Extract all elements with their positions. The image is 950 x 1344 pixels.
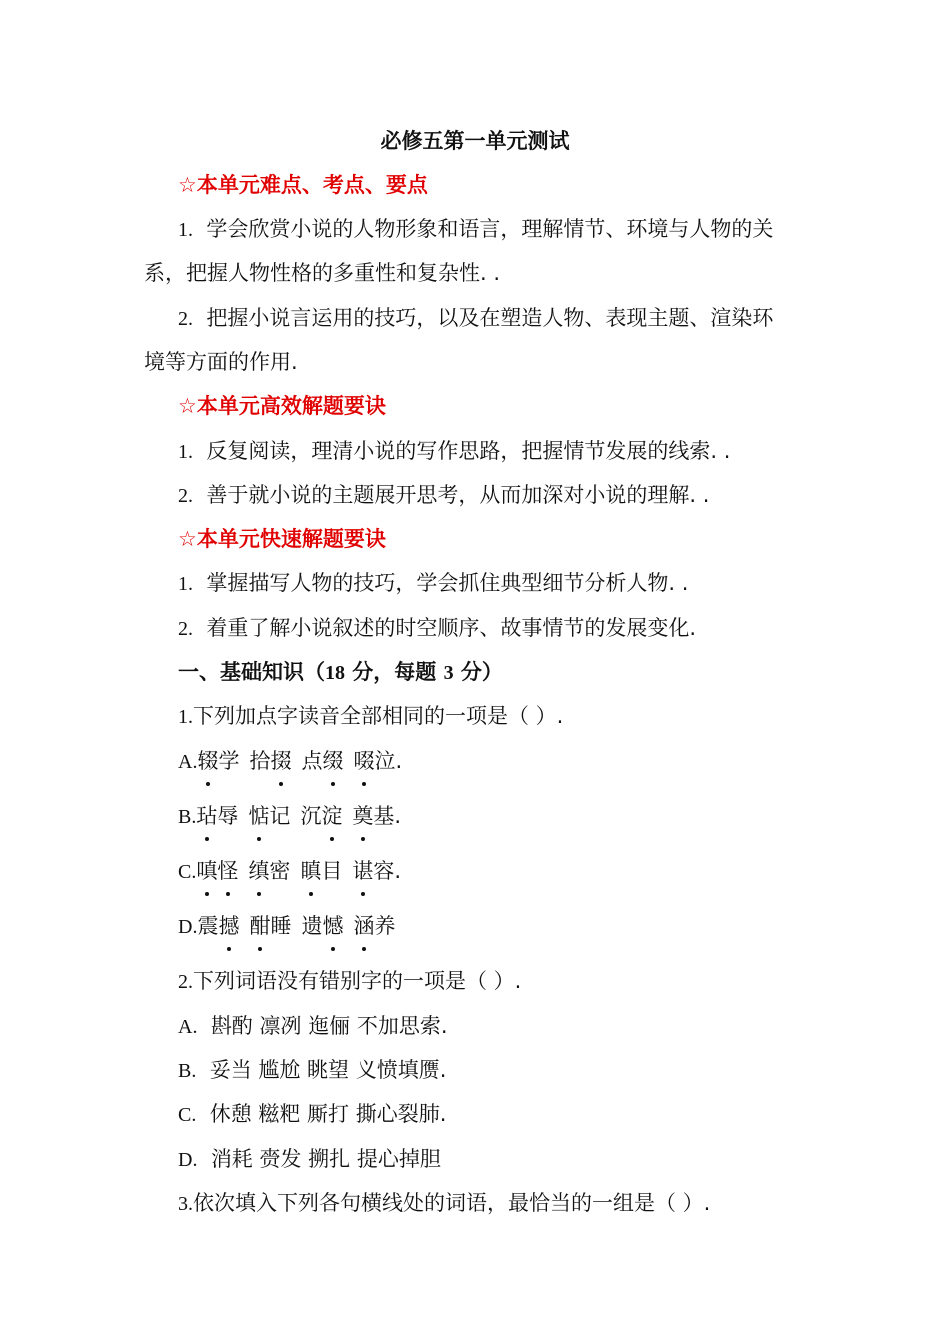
option-label: D. bbox=[178, 1149, 198, 1171]
section-heading-fast-tips: ☆本单元快速解题要诀 bbox=[178, 527, 386, 551]
word bbox=[197, 749, 239, 773]
item-number: 1. bbox=[178, 441, 193, 463]
option-label: B. bbox=[178, 1060, 197, 1082]
dotted-char: 缜 bbox=[248, 856, 269, 886]
dotted-char: 玷 bbox=[196, 801, 217, 831]
item-text: 善于就小说的主题展开思考，从而加深对小说的理解. . bbox=[206, 483, 710, 507]
item-text: 反复阅读，理清小说的写作思路，把握情节发展的线索. . bbox=[206, 439, 731, 463]
word bbox=[300, 859, 342, 883]
question-text: 下列加点字读音全部相同的一项是（ ）. bbox=[193, 704, 564, 728]
dotted-char: 辍 bbox=[197, 746, 218, 776]
option-text: 消耗 赍发 搠扎 提心掉胆 bbox=[210, 1147, 441, 1171]
heading-text: 一、基础知识（ bbox=[178, 660, 325, 684]
heading-text: 分） bbox=[453, 660, 503, 684]
question-number: 2. bbox=[178, 971, 193, 993]
item-number: 2. bbox=[178, 308, 193, 330]
word bbox=[196, 859, 238, 883]
page-title: 必修五第一单元测试 bbox=[380, 129, 570, 153]
word bbox=[197, 914, 239, 938]
item-text: 把握小说言运用的技巧，以及在塑造人物、表现主题、渲染环 bbox=[206, 306, 774, 330]
word bbox=[301, 914, 343, 938]
word bbox=[352, 859, 394, 883]
punct: . bbox=[394, 859, 402, 883]
char: 遗 bbox=[301, 914, 323, 938]
option-label: C. bbox=[178, 1104, 197, 1126]
dotted-char: 涵 bbox=[353, 911, 374, 941]
option-b bbox=[178, 1055, 446, 1086]
paragraph-line bbox=[178, 436, 730, 467]
option-label: A. bbox=[178, 1016, 198, 1038]
paragraph-line bbox=[178, 214, 773, 245]
option-c bbox=[178, 1099, 446, 1130]
question-number: 3. bbox=[178, 1193, 193, 1215]
char: 沉 bbox=[300, 804, 322, 828]
question-stem bbox=[178, 966, 521, 997]
paragraph-line bbox=[178, 613, 696, 644]
paragraph-line: 系，把握人物性格的多重性和复杂性. . bbox=[144, 261, 501, 285]
item-text: 掌握描写人物的技巧，学会抓住典型细节分析人物. . bbox=[206, 571, 689, 595]
option-label: C. bbox=[178, 861, 197, 883]
dotted-char: 缀 bbox=[322, 746, 343, 776]
char: 学 bbox=[218, 749, 240, 773]
heading-number: 18 bbox=[325, 662, 345, 684]
question-stem bbox=[178, 1188, 710, 1219]
char: 密 bbox=[269, 859, 291, 883]
dotted-char: 瞋 bbox=[300, 856, 321, 886]
word bbox=[352, 804, 394, 828]
question-number: 1. bbox=[178, 706, 193, 728]
char: 拾 bbox=[249, 749, 271, 773]
word bbox=[301, 749, 343, 773]
dotted-char: 撼 bbox=[218, 911, 239, 941]
heading-text: 分，每题 bbox=[345, 660, 444, 684]
item-number: 1. bbox=[178, 219, 193, 241]
dotted-char: 憾 bbox=[322, 911, 343, 941]
dotted-char: 掇 bbox=[270, 746, 291, 776]
paragraph-line: 境等方面的作用. bbox=[144, 350, 298, 374]
paragraph-line bbox=[178, 568, 688, 599]
option-c bbox=[178, 856, 401, 887]
dotted-char: 奠 bbox=[352, 801, 373, 831]
dotted-char: 啜 bbox=[353, 746, 374, 776]
option-text: 妥当 尴尬 眺望 义愤填赝. bbox=[209, 1058, 447, 1082]
option-b bbox=[178, 801, 401, 832]
item-text: 学会欣赏小说的人物形象和语言，理解情节、环境与人物的关 bbox=[206, 217, 774, 241]
section-heading-efficient-tips: ☆本单元高效解题要诀 bbox=[178, 394, 386, 418]
heading-number: 3 bbox=[443, 662, 454, 684]
paragraph-line bbox=[178, 303, 773, 334]
char: 泣 bbox=[374, 749, 396, 773]
dotted-char: 怪 bbox=[217, 856, 238, 886]
word bbox=[353, 914, 395, 938]
item-number: 2. bbox=[178, 485, 193, 507]
paragraph-line bbox=[178, 480, 709, 511]
question-text: 依次填入下列各句横线处的词语，最恰当的一组是（ ）. bbox=[193, 1191, 711, 1215]
dotted-char: 谌 bbox=[352, 856, 373, 886]
punct: . bbox=[395, 749, 403, 773]
char: 目 bbox=[321, 859, 343, 883]
char: 养 bbox=[374, 914, 396, 938]
word bbox=[248, 804, 290, 828]
option-label: A. bbox=[178, 751, 198, 773]
dotted-char: 淀 bbox=[321, 801, 342, 831]
dotted-char: 嗔 bbox=[196, 856, 217, 886]
question-stem bbox=[178, 701, 563, 732]
option-label: D. bbox=[178, 916, 198, 938]
char: 震 bbox=[197, 914, 219, 938]
word bbox=[249, 749, 291, 773]
word bbox=[300, 804, 342, 828]
option-a bbox=[178, 746, 402, 777]
dotted-char: 惦 bbox=[248, 801, 269, 831]
word bbox=[353, 749, 395, 773]
option-d bbox=[178, 1144, 441, 1175]
char: 容 bbox=[373, 859, 395, 883]
word bbox=[249, 914, 291, 938]
question-text: 下列词语没有错别字的一项是（ ）. bbox=[193, 969, 522, 993]
section-heading-key-points: ☆本单元难点、考点、要点 bbox=[178, 173, 428, 197]
option-label: B. bbox=[178, 806, 197, 828]
char: 睡 bbox=[270, 914, 292, 938]
item-number: 1. bbox=[178, 573, 193, 595]
punct: . bbox=[394, 804, 402, 828]
word bbox=[248, 859, 290, 883]
part-heading-basic-knowledge bbox=[178, 657, 503, 688]
option-text: 斟酌 凛冽 迤俪 不加思索. bbox=[210, 1014, 448, 1038]
char: 基 bbox=[373, 804, 395, 828]
word bbox=[196, 804, 238, 828]
char: 点 bbox=[301, 749, 323, 773]
item-text: 着重了解小说叙述的时空顺序、故事情节的发展变化. bbox=[206, 616, 697, 640]
dotted-char: 酣 bbox=[249, 911, 270, 941]
option-text: 休憩 糍粑 厮打 撕心裂肺. bbox=[209, 1102, 447, 1126]
char: 记 bbox=[269, 804, 291, 828]
char: 辱 bbox=[217, 804, 239, 828]
option-d bbox=[178, 911, 395, 942]
option-a bbox=[178, 1011, 448, 1042]
item-number: 2. bbox=[178, 618, 193, 640]
